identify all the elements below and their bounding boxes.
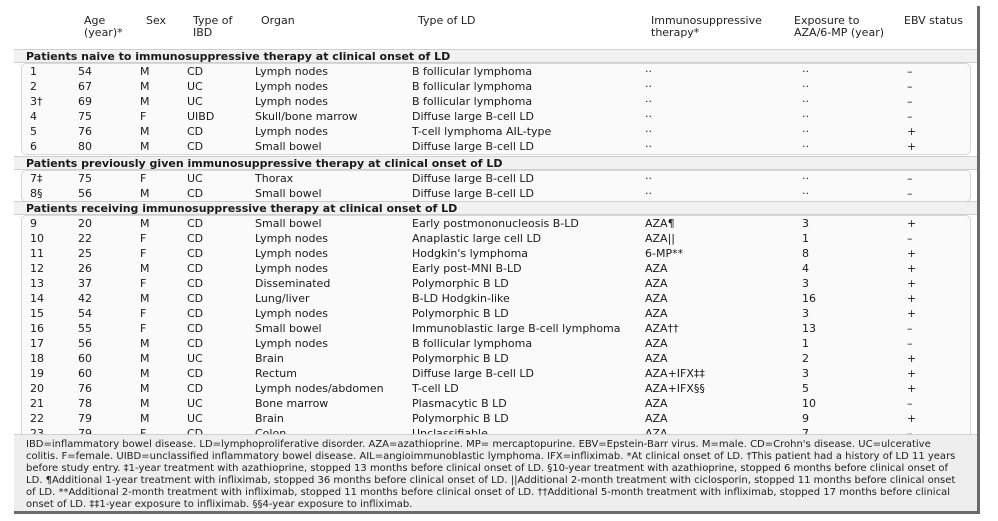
cell-organ: Lymph nodes (255, 232, 328, 245)
cell-exposure: 1 (802, 232, 809, 245)
cell-exposure: ·· (802, 110, 809, 123)
table-row (22, 231, 970, 246)
cell-therapy: AZA (645, 352, 668, 365)
cell-ebv: – (907, 80, 913, 93)
cell-ld: Polymorphic B LD (412, 307, 509, 320)
cell-ebv: + (907, 367, 917, 380)
cell-age: 60 (78, 352, 92, 365)
cell-ebv: + (907, 307, 917, 320)
cell-ebv: – (907, 110, 913, 123)
cell-ld: Polymorphic B LD (412, 277, 509, 290)
cell-age: 67 (78, 80, 92, 93)
cell-ibd: CD (187, 322, 204, 335)
cell-sex: M (140, 95, 150, 108)
cell-sex: F (140, 277, 147, 290)
cell-ibd: CD (187, 277, 204, 290)
header-ebv: EBV status (904, 14, 963, 27)
cell-age: 37 (78, 277, 92, 290)
cell-ibd: CD (187, 262, 204, 275)
table-row (22, 291, 970, 306)
cell-sex: M (140, 397, 150, 410)
footnote-box (14, 434, 977, 514)
cell-number: 2 (30, 80, 37, 93)
table-row (22, 246, 970, 261)
section-title: Patients naive to immunosuppressive therapy at clinical onset of LD (14, 49, 977, 63)
cell-ld: Anaplastic large cell LD (412, 232, 542, 245)
cell-age: 75 (78, 172, 92, 185)
cell-sex: F (140, 322, 147, 335)
cell-age: 75 (78, 110, 92, 123)
cell-organ: Lymph nodes (255, 337, 328, 350)
cell-ibd: UC (187, 95, 203, 108)
cell-organ: Lymph nodes (255, 307, 328, 320)
header-organ: Organ (261, 14, 295, 27)
footnote-text: IBD=inflammatory bowel disease. LD=lymphoproliferative disorder. AZA=azathioprine. MP= mercaptopurine. EBV=Epstein-Barr virus. M=male. CD=Crohn's disease. UC=ulcerative colitis. F=female. UIBD=unclassified inflammatory bowel disease. AIL=angioimmunoblastic lymphoma. IFX=infliximab. *At clinical onset of LD. †This patient had a history of LD 11 years before study entry. ‡1-year treatment with azathioprine, stopped 13 months before clinical onset of LD. §10-year treatment with azathioprine, stopped 6 months before clinical onset of LD. ¶Additional 1-year treatment with infliximab, stopped 36 months before clinical onset of LD. ||Additional 2-month treatment with ciclosporin, stopped 11 months before clinical onset of LD. **Additional 2-month treatment with infliximab, stopped 11 months before clinical onset of LD. ††Additional 5-month treatment with infliximab, stopped 17 months before clinical onset of LD. ‡‡1-year exposure to infliximab. §§4-year exposure to infliximab. (26, 439, 956, 510)
cell-sex: M (140, 352, 150, 365)
cell-organ: Small bowel (255, 322, 322, 335)
table-row (22, 94, 970, 109)
cell-ebv: + (907, 277, 917, 290)
cell-ld: Plasmacytic B LD (412, 397, 507, 410)
cell-sex: M (140, 65, 150, 78)
cell-therapy: ·· (645, 125, 652, 138)
cell-ebv: – (907, 397, 913, 410)
cell-ebv: – (907, 172, 913, 185)
cell-ebv: + (907, 262, 917, 275)
cell-therapy: AZA+IFX‡‡ (645, 367, 705, 380)
cell-ebv: + (907, 382, 917, 395)
cell-sex: M (140, 292, 150, 305)
section-group (22, 171, 970, 201)
cell-therapy: ·· (645, 110, 652, 123)
cell-therapy: AZA (645, 292, 668, 305)
table-row (22, 109, 970, 124)
cell-ibd: CD (187, 307, 204, 320)
cell-age: 26 (78, 262, 92, 275)
cell-exposure: 4 (802, 262, 809, 275)
cell-ld: B follicular lymphoma (412, 80, 533, 93)
cell-exposure: 1 (802, 337, 809, 350)
cell-ld: Polymorphic B LD (412, 412, 509, 425)
header-sex: Sex (146, 14, 167, 27)
section-group (22, 216, 970, 441)
cell-therapy: AZA (645, 307, 668, 320)
cell-ld: B follicular lymphoma (412, 65, 533, 78)
cell-therapy: ·· (645, 140, 652, 153)
cell-age: 54 (78, 65, 92, 78)
cell-organ: Small bowel (255, 217, 322, 230)
cell-organ: Disseminated (255, 277, 331, 290)
cell-organ: Thorax (255, 172, 294, 185)
cell-therapy: AZA (645, 412, 668, 425)
cell-exposure: 3 (802, 277, 809, 290)
cell-sex: F (140, 172, 147, 185)
table-row (22, 366, 970, 381)
table-row (22, 171, 970, 186)
cell-exposure: ·· (802, 172, 809, 185)
cell-age: 22 (78, 232, 92, 245)
cell-age: 80 (78, 140, 92, 153)
cell-exposure: 3 (802, 217, 809, 230)
cell-ld: Diffuse large B-cell LD (412, 187, 534, 200)
cell-exposure: 3 (802, 367, 809, 380)
cell-organ: Lymph nodes/abdomen (255, 382, 384, 395)
cell-age: 56 (78, 337, 92, 350)
cell-ibd: UC (187, 172, 203, 185)
cell-therapy: ·· (645, 187, 652, 200)
table-row (22, 216, 970, 231)
cell-organ: Lymph nodes (255, 95, 328, 108)
cell-ibd: CD (187, 367, 204, 380)
cell-age: 78 (78, 397, 92, 410)
table-row (22, 139, 970, 154)
cell-sex: M (140, 187, 150, 200)
cell-number: 12 (30, 262, 44, 275)
cell-exposure: ·· (802, 187, 809, 200)
table-row (22, 321, 970, 336)
cell-ibd: CD (187, 140, 204, 153)
cell-sex: M (140, 262, 150, 275)
cell-sex: F (140, 307, 147, 320)
cell-age: 76 (78, 382, 92, 395)
cell-ebv: + (907, 140, 917, 153)
cell-exposure: ·· (802, 125, 809, 138)
cell-age: 25 (78, 247, 92, 260)
cell-sex: M (140, 80, 150, 93)
cell-ld: B-LD Hodgkin-like (412, 292, 510, 305)
cell-ibd: CD (187, 382, 204, 395)
table-row (22, 351, 970, 366)
cell-exposure: 10 (802, 397, 816, 410)
cell-therapy: AZA+IFX§§ (645, 382, 705, 395)
table-row (22, 64, 970, 79)
header-age: Age (year)* (84, 14, 123, 39)
cell-age: 79 (78, 412, 92, 425)
cell-sex: F (140, 232, 147, 245)
cell-ld: Diffuse large B-cell LD (412, 110, 534, 123)
cell-ld: Diffuse large B-cell LD (412, 172, 534, 185)
cell-number: 20 (30, 382, 44, 395)
cell-ld: Hodgkin's lymphoma (412, 247, 529, 260)
cell-ibd: UC (187, 80, 203, 93)
cell-number: 22 (30, 412, 44, 425)
cell-ld: T-cell lymphoma AIL-type (412, 125, 552, 138)
table-row (22, 411, 970, 426)
cell-ibd: CD (187, 247, 204, 260)
cell-ld: Diffuse large B-cell LD (412, 367, 534, 380)
section-title: Patients previously given immunosuppressive therapy at clinical onset of LD (14, 156, 977, 170)
cell-number: 13 (30, 277, 44, 290)
header-therapy: Immunosuppressive therapy* (651, 14, 762, 39)
cell-age: 42 (78, 292, 92, 305)
cell-ebv: – (907, 337, 913, 350)
table-document (14, 6, 980, 514)
table-row (22, 336, 970, 351)
table-row (22, 396, 970, 411)
cell-organ: Lymph nodes (255, 125, 328, 138)
cell-exposure: 5 (802, 382, 809, 395)
cell-therapy: 6-MP** (645, 247, 684, 260)
cell-therapy: ·· (645, 80, 652, 93)
cell-ebv: + (907, 125, 917, 138)
cell-number: 9 (30, 217, 37, 230)
cell-ebv: + (907, 412, 917, 425)
header-exposure: Exposure to AZA/6-MP (year) (794, 14, 885, 39)
cell-ebv: – (907, 187, 913, 200)
cell-ibd: UIBD (187, 110, 215, 123)
cell-sex: M (140, 367, 150, 380)
cell-number: 8§ (30, 187, 43, 200)
cell-organ: Lymph nodes (255, 65, 328, 78)
cell-exposure: 13 (802, 322, 816, 335)
cell-number: 4 (30, 110, 37, 123)
cell-age: 54 (78, 307, 92, 320)
cell-organ: Small bowel (255, 187, 322, 200)
cell-ebv: + (907, 352, 917, 365)
cell-organ: Skull/bone marrow (255, 110, 358, 123)
cell-therapy: AZA†† (645, 322, 679, 335)
cell-ld: B follicular lymphoma (412, 337, 533, 350)
cell-ebv: – (907, 232, 913, 245)
cell-exposure: ·· (802, 80, 809, 93)
cell-ibd: UC (187, 397, 203, 410)
cell-exposure: 2 (802, 352, 809, 365)
table-row (22, 186, 970, 201)
cell-number: 21 (30, 397, 44, 410)
cell-sex: M (140, 217, 150, 230)
cell-number: 5 (30, 125, 37, 138)
cell-sex: M (140, 140, 150, 153)
cell-therapy: AZA (645, 397, 668, 410)
cell-number: 16 (30, 322, 44, 335)
table-row (22, 79, 970, 94)
cell-number: 15 (30, 307, 44, 320)
cell-ibd: CD (187, 292, 204, 305)
cell-exposure: 16 (802, 292, 816, 305)
cell-number: 3† (30, 95, 43, 108)
cell-sex: F (140, 110, 147, 123)
cell-number: 14 (30, 292, 44, 305)
cell-therapy: ·· (645, 65, 652, 78)
cell-ebv: + (907, 292, 917, 305)
cell-therapy: AZA¶ (645, 217, 675, 230)
cell-exposure: ·· (802, 95, 809, 108)
cell-exposure: ·· (802, 65, 809, 78)
cell-age: 20 (78, 217, 92, 230)
cell-ibd: UC (187, 352, 203, 365)
cell-therapy: AZA (645, 262, 668, 275)
table-row (22, 261, 970, 276)
cell-number: 18 (30, 352, 44, 365)
cell-sex: M (140, 382, 150, 395)
cell-organ: Lymph nodes (255, 247, 328, 260)
cell-number: 11 (30, 247, 44, 260)
cell-age: 76 (78, 125, 92, 138)
cell-organ: Lung/liver (255, 292, 310, 305)
cell-organ: Brain (255, 412, 284, 425)
cell-age: 55 (78, 322, 92, 335)
cell-exposure: 8 (802, 247, 809, 260)
cell-organ: Lymph nodes (255, 262, 328, 275)
cell-therapy: AZA (645, 277, 668, 290)
cell-organ: Lymph nodes (255, 80, 328, 93)
cell-ibd: CD (187, 337, 204, 350)
cell-exposure: 3 (802, 307, 809, 320)
cell-ibd: CD (187, 232, 204, 245)
cell-number: 17 (30, 337, 44, 350)
cell-ebv: – (907, 322, 913, 335)
cell-exposure: ·· (802, 140, 809, 153)
cell-number: 7‡ (30, 172, 43, 185)
section-title: Patients receiving immunosuppressive therapy at clinical onset of LD (14, 201, 977, 215)
cell-ld: T-cell LD (412, 382, 459, 395)
section-group (22, 64, 970, 154)
cell-therapy: ·· (645, 95, 652, 108)
cell-age: 60 (78, 367, 92, 380)
cell-therapy: AZA (645, 337, 668, 350)
cell-organ: Brain (255, 352, 284, 365)
cell-sex: M (140, 412, 150, 425)
cell-ld: Early postmononucleosis B-LD (412, 217, 579, 230)
cell-number: 6 (30, 140, 37, 153)
cell-ebv: + (907, 217, 917, 230)
table-row (22, 124, 970, 139)
cell-therapy: ·· (645, 172, 652, 185)
cell-ibd: CD (187, 217, 204, 230)
table-header (14, 10, 977, 50)
header-ibd: Type of IBD (193, 14, 233, 39)
cell-ld: Diffuse large B-cell LD (412, 140, 534, 153)
cell-organ: Bone marrow (255, 397, 329, 410)
cell-organ: Rectum (255, 367, 297, 380)
cell-ibd: UC (187, 412, 203, 425)
cell-therapy: AZA|| (645, 232, 675, 245)
cell-ibd: CD (187, 65, 204, 78)
cell-number: 19 (30, 367, 44, 380)
cell-ld: B follicular lymphoma (412, 95, 533, 108)
cell-exposure: 9 (802, 412, 809, 425)
cell-age: 69 (78, 95, 92, 108)
cell-ibd: CD (187, 187, 204, 200)
cell-organ: Small bowel (255, 140, 322, 153)
cell-ebv: – (907, 95, 913, 108)
cell-ld: Polymorphic B LD (412, 352, 509, 365)
table-row (22, 381, 970, 396)
table-row (22, 306, 970, 321)
table-row (22, 276, 970, 291)
header-ld: Type of LD (418, 14, 476, 27)
cell-sex: F (140, 247, 147, 260)
cell-number: 1 (30, 65, 37, 78)
cell-sex: M (140, 337, 150, 350)
cell-ebv: + (907, 247, 917, 260)
cell-ld: Immunoblastic large B-cell lymphoma (412, 322, 621, 335)
cell-ibd: CD (187, 125, 204, 138)
cell-age: 56 (78, 187, 92, 200)
cell-number: 10 (30, 232, 44, 245)
cell-ebv: – (907, 65, 913, 78)
cell-ld: Early post-MNI B-LD (412, 262, 522, 275)
cell-sex: M (140, 125, 150, 138)
